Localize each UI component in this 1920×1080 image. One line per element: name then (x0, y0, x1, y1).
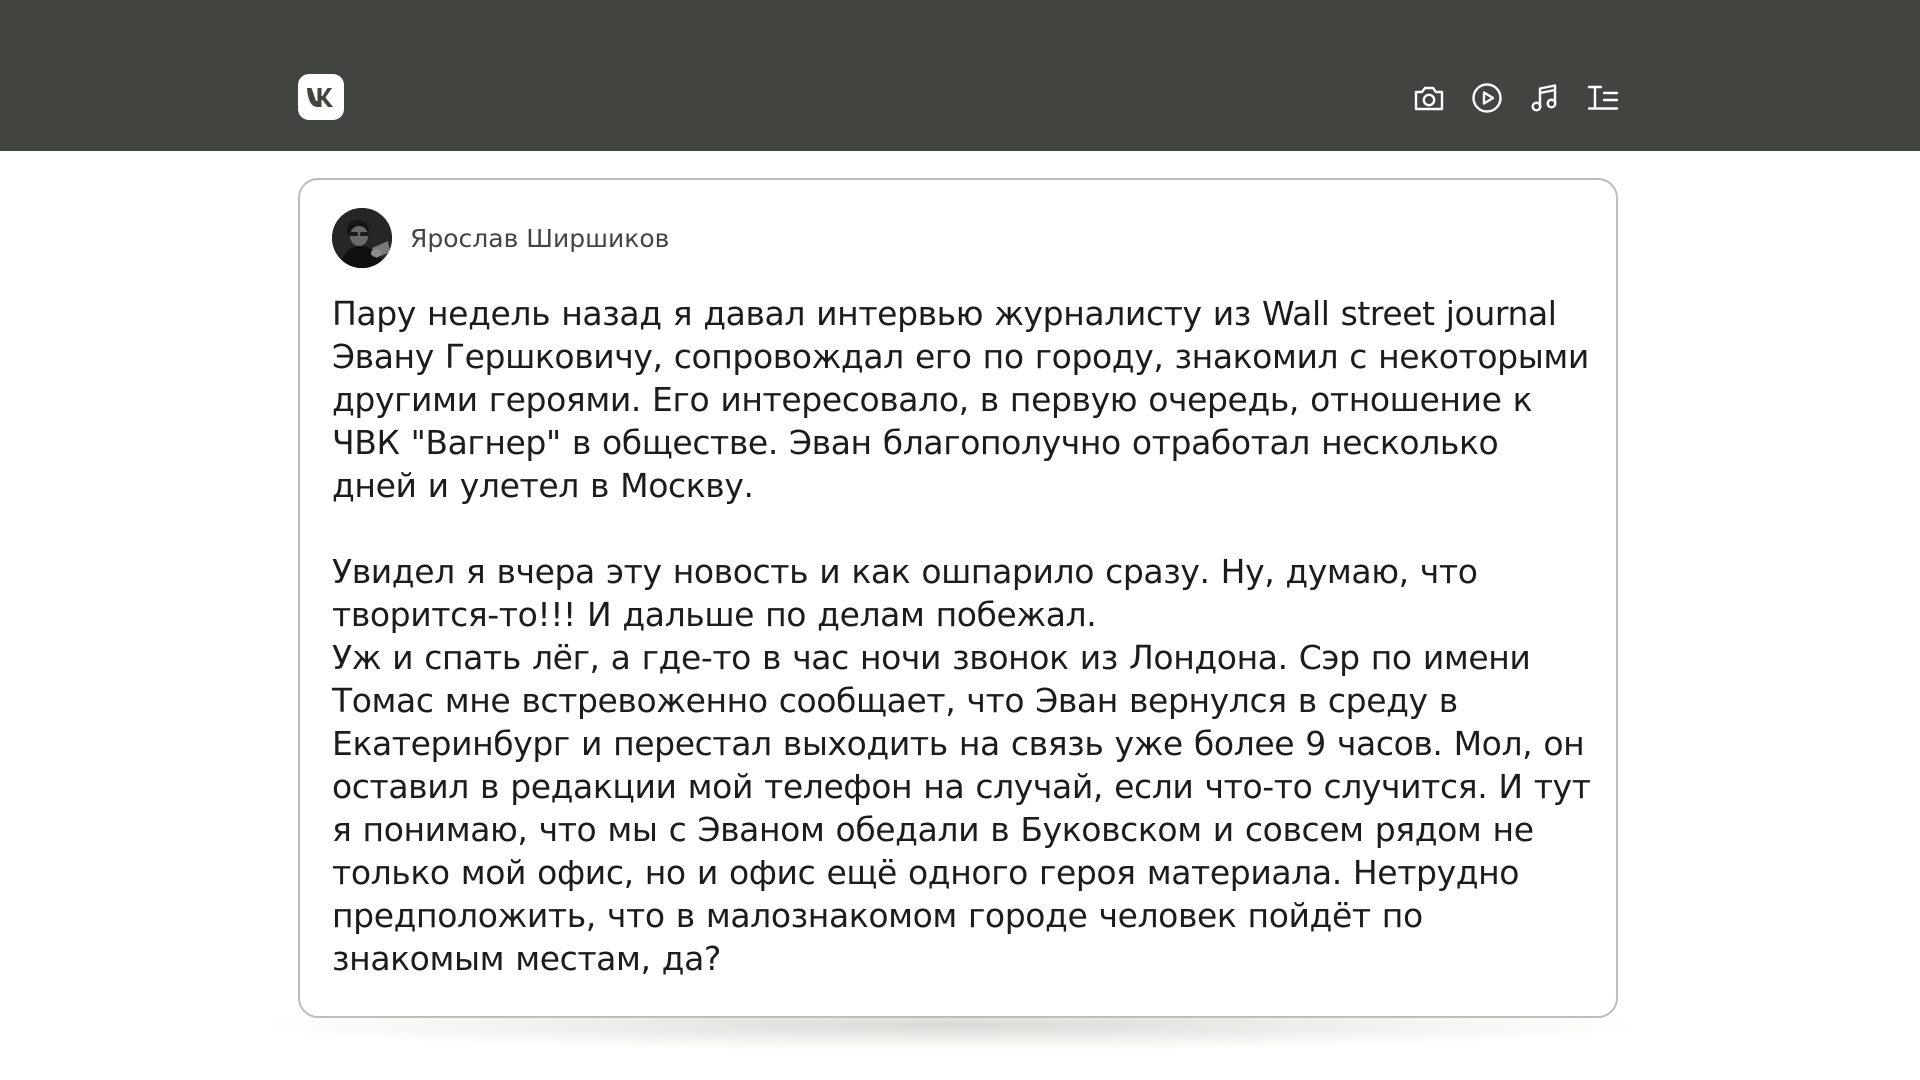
post-text-line: творится-то!!! И дальше по делам побежал. (332, 595, 1097, 634)
music-icon[interactable] (1526, 79, 1564, 117)
post-text-line: Томас мне встревоженно сообщает, что Эван вернулся в среду в (332, 681, 1458, 720)
post-text-line: оставил в редакции мой телефон на случай, если что-то случится. И тут (332, 767, 1591, 806)
vk-logo-icon[interactable] (298, 74, 344, 120)
post-text-line: Екатеринбург и перестал выходить на связь уже более 9 часов. Мол, он (332, 724, 1585, 763)
post-text (332, 292, 1602, 980)
post-text-line: предположить, что в малознакомом городе человек пойдёт по (332, 896, 1423, 935)
top-navigation-bar (0, 0, 1920, 151)
nav-icons (1410, 79, 1622, 117)
camera-icon[interactable] (1410, 79, 1448, 117)
post-text-line: я понимаю, что мы с Эваном обедали в Буковском и совсем рядом не (332, 810, 1534, 849)
post-text-line: ЧВК "Вагнер" в обществе. Эван благополучно отработал несколько (332, 423, 1499, 462)
avatar[interactable] (332, 208, 392, 268)
play-icon[interactable] (1468, 79, 1506, 117)
post-text-line: Эвану Гершковичу, сопровождал его по городу, знакомил с некоторыми (332, 337, 1589, 376)
post-text-line: дней и улетел в Москву. (332, 466, 754, 505)
post-card (298, 178, 1618, 1018)
paragraph-gap (332, 507, 1602, 550)
post-text-line: Пару недель назад я давал интервью журналисту из Wall street journal (332, 294, 1557, 333)
text-icon[interactable] (1584, 79, 1622, 117)
post-text-line: другими героями. Его интересовало, в первую очередь, отношение к (332, 380, 1533, 419)
post-text-line: знакомым местам, да? (332, 939, 722, 978)
author-name[interactable]: Ярослав Ширшиков (410, 224, 670, 253)
post-text-line: Уж и спать лёг, а где-то в час ночи звонок из Лондона. Сэр по имени (332, 638, 1531, 677)
post-text-line: только мой офис, но и офис ещё одного героя материала. Нетрудно (332, 853, 1520, 892)
post-text-line: Увидел я вчера эту новость и как ошпарило сразу. Ну, думаю, что (332, 552, 1478, 591)
